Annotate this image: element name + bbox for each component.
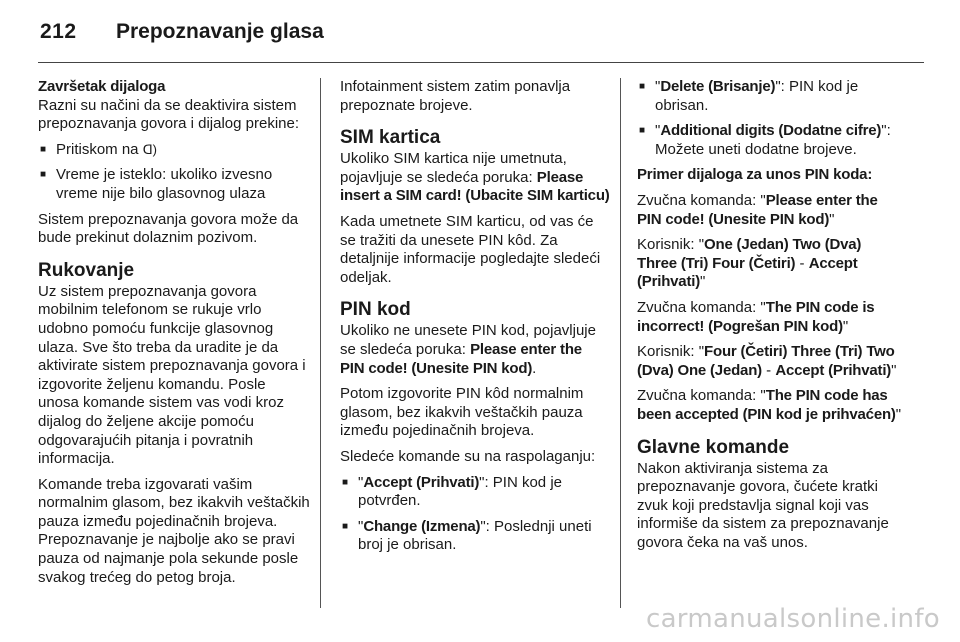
paragraph: Razni su načini da se deaktivira sistem prepoznavanja govora i dijalog prekine: xyxy=(38,96,300,133)
column-2 xyxy=(340,78,610,562)
paragraph: Komande treba izgovarati vašim normalnim glasom, bez ikakvih veštačkih pauza između pojedinačnih brojeva. Prepoznavanje je najbolje ako se pravi pauza od najmanje pola sekunde posle svakog trećeg do petog broja. xyxy=(38,475,310,586)
paragraph: Kada umetnete SIM karticu, od vas će se tražiti da unesete PIN kôd. Za detaljnije informacije pogledajte sledeći odeljak. xyxy=(340,212,601,286)
dialog-line: Korisnik: "Four (Četiri) Three (Tri) Two (Dva) One (Jedan) - Accept (Prihvati)" xyxy=(637,343,897,379)
paragraph: Sledeće komande su na raspolaganju: xyxy=(340,447,596,465)
list-item: ■ "Accept (Prihvati)": PIN kod je potvrđen. xyxy=(340,474,610,511)
dialog-line: Zvučna komanda: "Please enter the PIN code! (Unesite PIN kod)" xyxy=(637,191,878,228)
page-header xyxy=(38,16,924,63)
voice-button-icon: ᗡ) xyxy=(142,141,158,157)
command: Delete (Brisanje) xyxy=(660,78,776,95)
list-item: ■ "Additional digits (Dodatne cifre)": Možete uneti dodatne brojeve. xyxy=(637,122,905,159)
column-1 xyxy=(38,78,310,594)
column-divider xyxy=(320,78,321,608)
page-number: 212 xyxy=(40,20,77,43)
list-item: ■ "Change (Izmena)": Poslednji uneti broj je obrisan. xyxy=(340,518,610,555)
section-heading: PIN kod xyxy=(340,299,411,321)
section-heading: Završetak dijaloga xyxy=(38,78,166,95)
paragraph: Ukoliko SIM kartica nije umetnuta, pojavljuje se sledeća poruka: Please insert a SIM card! (Ubacite SIM karticu) xyxy=(340,150,610,205)
column-divider xyxy=(620,78,621,608)
system-message: Please enter the PIN code! (Unesite PIN kod) xyxy=(340,340,582,377)
dialog-line: Zvučna komanda: "The PIN code is incorrect! (Pogrešan PIN kod)" xyxy=(637,298,875,335)
paragraph: Uz sistem prepoznavanja govora mobilnim telefonom se rukuje vrlo udobno pomoću funkcije glasovnog ulaza. Sve što treba da uradite je da aktivirate sistem prepoznavanja govora i izgovorite željenu komandu. Posle unosa komande sistem vas vodi kroz dijalog do željene akcije pomoću odgovarajućih pitanja i povratnih informacija. xyxy=(38,282,306,468)
paragraph: Potom izgovorite PIN kôd normalnim glasom, bez ikakvih veštačkih pauza između pojedinačnih brojeva. xyxy=(340,385,584,440)
bullet-list xyxy=(340,474,610,555)
paragraph: Ukoliko ne unesete PIN kod, pojavljuje se sledeća poruka: Please enter the PIN code! (Unesite PIN kod). xyxy=(340,322,596,377)
command: Change (Izmena) xyxy=(363,517,481,535)
paragraph: Infotainment sistem zatim ponavlja prepoznate brojeve. xyxy=(340,78,571,114)
bullet-list xyxy=(637,78,905,159)
command: Additional digits (Dodatne cifre) xyxy=(660,122,882,140)
section-heading: SIM kartica xyxy=(340,127,441,149)
section-heading: Rukovanje xyxy=(38,259,135,281)
list-item: ■ "Delete (Brisanje)": PIN kod je obrisan. xyxy=(637,78,905,115)
watermark: carmanualsonline.info xyxy=(645,604,940,634)
list-item: ■ Vreme je isteklo: ukoliko izvesno vreme nije bilo glasovnog ulaza xyxy=(38,166,310,203)
system-message: Please insert a SIM card! (Ubacite SIM karticu) xyxy=(340,168,610,205)
section-heading: Glavne komande xyxy=(637,436,790,458)
dialog-line: Zvučna komanda: "The PIN code has been accepted (PIN kod je prihvaćen)" xyxy=(637,387,902,423)
command: Accept (Prihvati) xyxy=(363,473,480,491)
paragraph: Sistem prepoznavanja govora može da bude prekinut dolaznim pozivom. xyxy=(38,210,299,247)
example-heading: Primer dijaloga za unos PIN koda: xyxy=(637,166,873,184)
bullet-list xyxy=(38,141,310,204)
page-title: Prepoznavanje glasa xyxy=(116,20,324,43)
list-item: ■ Pritiskom na ᗡ) xyxy=(38,141,310,160)
dialog-line: Korisnik: "One (Jedan) Two (Dva) Three (Tri) Four (Četiri) - Accept (Prihvati)" xyxy=(637,236,862,291)
column-3 xyxy=(637,78,905,559)
paragraph: Nakon aktiviranja sistema za prepoznavanje govora, čućete kratki zvuk koji predstavlja signal koji vas informiše da sistem za prepoznavanje govora čeka na vaš unos. xyxy=(637,459,889,551)
